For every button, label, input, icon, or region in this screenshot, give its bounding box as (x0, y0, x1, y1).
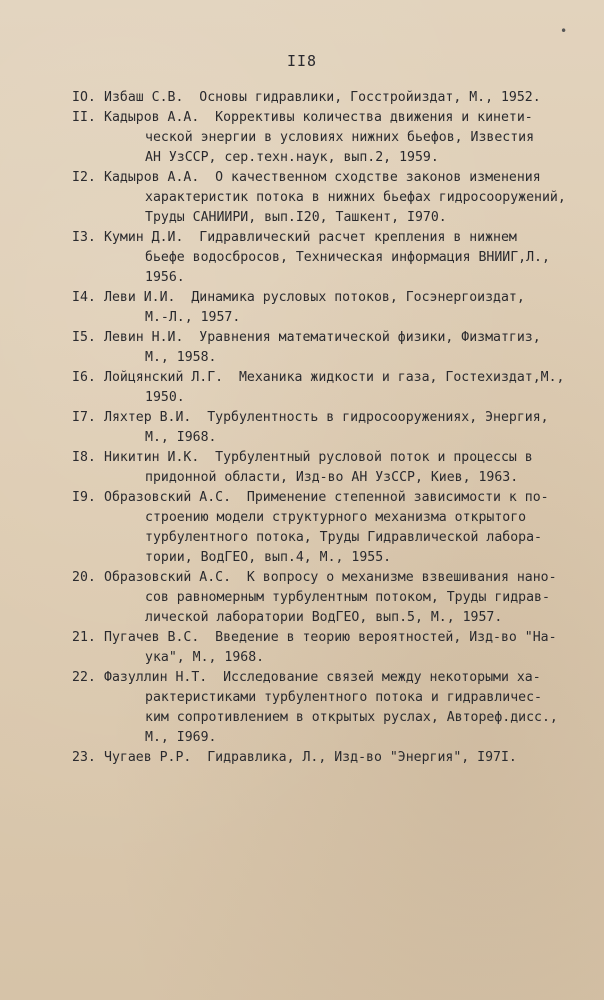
reference-text-line: М., 1958. (145, 350, 217, 365)
reference-text-line: придонной области, Изд-во АН УзССР, Киев, 1963. (145, 470, 519, 485)
reference-entry (0, 408, 604, 448)
reference-text-line: Кумин Д.И. Гидравлический расчет крепления в нижнем (104, 230, 517, 245)
reference-text-line: рактеристиками турбулентного потока и гидравличес- (145, 690, 542, 705)
reference-number: I8. (72, 450, 96, 465)
reference-entry (0, 328, 604, 368)
reference-entry (0, 228, 604, 288)
reference-text-line: М., I969. (145, 730, 217, 745)
reference-text-line: ука", М., 1968. (145, 650, 265, 665)
reference-text-line: Кадыров А.А. О качественном сходстве законов изменения (104, 170, 541, 185)
reference-text-line: Образовский А.С. К вопросу о механизме взвешивания нано- (104, 570, 557, 585)
corner-mark: • (560, 24, 568, 38)
reference-text-line: Избаш С.В. Основы гидравлики, Госстройиздат, М., 1952. (104, 90, 541, 105)
reference-text-line: лической лаборатории ВодГЕО, вып.5, М., 1957. (145, 610, 503, 625)
reference-text-line: турбулентного потока, Труды Гидравлической лабора- (145, 530, 542, 545)
reference-number: 22. (72, 670, 96, 685)
reference-entry (0, 368, 604, 408)
reference-text-line: Лойцянский Л.Г. Механика жидкости и газа, Гостехиздат,М., (104, 370, 565, 385)
reference-number: I4. (72, 290, 96, 305)
reference-entry (0, 628, 604, 668)
reference-number: 20. (72, 570, 96, 585)
reference-text-line: Ляхтер В.И. Турбулентность в гидросооружениях, Энергия, (104, 410, 549, 425)
page-number: II8 (286, 52, 318, 70)
reference-number: I6. (72, 370, 96, 385)
reference-text-line: ческой энергии в условиях нижних бьефов, Известия (145, 130, 535, 145)
reference-number: I3. (72, 230, 96, 245)
reference-text-line: АН УзССР, сер.техн.наук, вып.2, 1959. (145, 150, 439, 165)
reference-text-line: М., I968. (145, 430, 217, 445)
reference-text-line: тории, ВодГЕО, вып.4, М., 1955. (145, 550, 392, 565)
reference-entry (0, 568, 604, 628)
reference-entry (0, 448, 604, 488)
reference-text-line: Фазуллин Н.Т. Исследование связей между некоторыми ха- (104, 670, 541, 685)
reference-list (0, 88, 604, 768)
reference-text-line: Левин Н.И. Уравнения математической физики, Физматгиз, (104, 330, 541, 345)
reference-text-line: характеристик потока в нижних бьефах гидросооружений, (145, 190, 566, 205)
reference-number: I9. (72, 490, 96, 505)
reference-entry (0, 168, 604, 228)
reference-number: 21. (72, 630, 96, 645)
reference-text-line: Кадыров А.А. Коррективы количества движения и кинети- (104, 110, 533, 125)
reference-number: II. (72, 110, 96, 125)
reference-text-line: ким сопротивлением в открытых руслах, Автореф.дисс., (145, 710, 558, 725)
reference-text-line: М.-Л., 1957. (145, 310, 241, 325)
reference-text-line: Никитин И.К. Турбулентный русловой поток и процессы в (104, 450, 533, 465)
reference-text-line: Леви И.И. Динамика русловых потоков, Госэнергоиздат, (104, 290, 525, 305)
reference-text-line: Образовский А.С. Применение степенной зависимости к по- (104, 490, 549, 505)
reference-text-line: строению модели структурного механизма открытого (145, 510, 527, 525)
reference-text-line: бьефе водосбросов, Техническая информация ВНИИГ,Л., (145, 250, 550, 265)
reference-entry (0, 108, 604, 168)
reference-text-line: Пугачев В.С. Введение в теорию вероятностей, Изд-во "На- (104, 630, 557, 645)
reference-text-line: Труды САНИИРИ, вып.I20, Ташкент, I970. (145, 210, 447, 225)
reference-entry (0, 288, 604, 328)
reference-number: I5. (72, 330, 96, 345)
reference-text-line: сов равномерным турбулентным потоком, Труды гидрав- (145, 590, 550, 605)
reference-number: IO. (72, 90, 96, 105)
reference-text-line: Чугаев Р.Р. Гидравлика, Л., Изд-во "Энергия", I97I. (104, 750, 517, 765)
reference-number: 23. (72, 750, 96, 765)
reference-number: I2. (72, 170, 96, 185)
reference-entry (0, 748, 604, 768)
reference-text-line: 1956. (145, 270, 185, 285)
reference-entry (0, 88, 604, 108)
reference-entry (0, 488, 604, 568)
reference-number: I7. (72, 410, 96, 425)
reference-entry (0, 668, 604, 748)
reference-text-line: 1950. (145, 390, 185, 405)
